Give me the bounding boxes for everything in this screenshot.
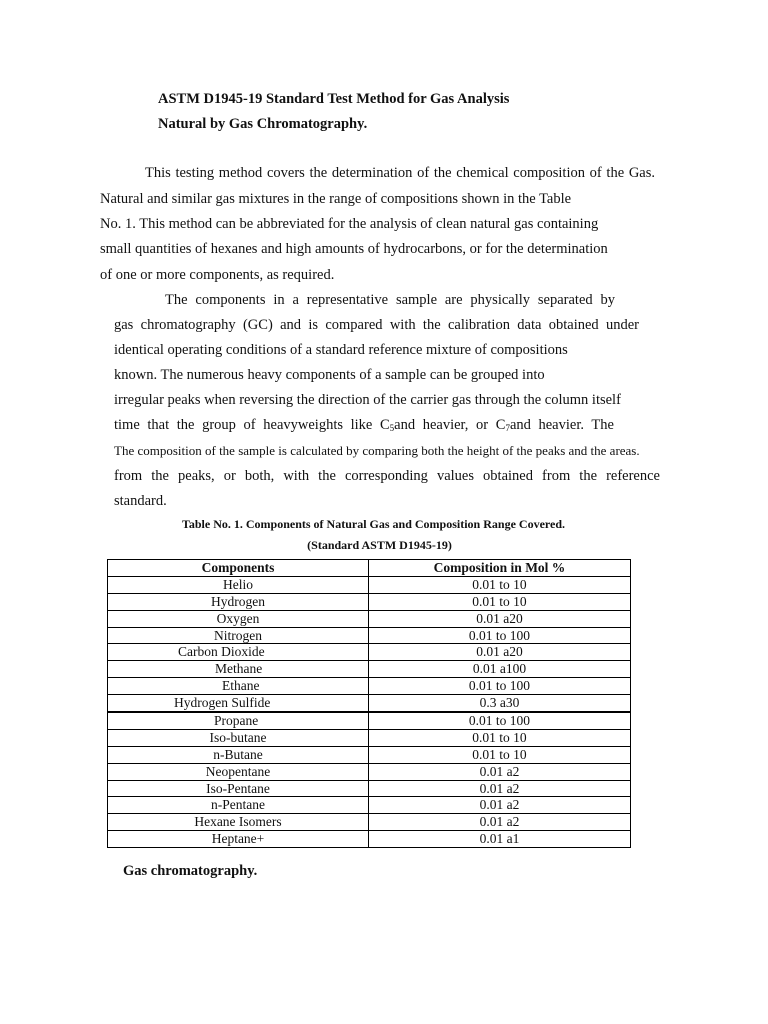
table-caption-line-1: Table No. 1. Components of Natural Gas and Composition Range Covered.: [181, 517, 566, 531]
composition-cell: 0.01 to 10: [369, 576, 631, 593]
table-row: [108, 576, 631, 593]
composition-cell: 0.01 a2: [369, 797, 631, 814]
component-cell: Heptane+: [108, 831, 369, 848]
component-cell: Hydrogen Sulfide: [108, 695, 369, 712]
composition-cell: 0.01 a2: [369, 780, 631, 797]
table-row: [108, 814, 631, 831]
component-cell: Hexane Isomers: [108, 814, 369, 831]
component-cell: Iso-Pentane: [108, 780, 369, 797]
component-cell: Propane: [108, 712, 369, 729]
table-row: [108, 763, 631, 780]
p2-line-6: [114, 417, 614, 434]
doc-title-line-2: Natural by Gas Chromatography.: [158, 116, 368, 132]
header-components: Components: [108, 560, 369, 577]
composition-cell: 0.3 a30: [369, 695, 631, 712]
composition-cell: 0.01 to 100: [369, 627, 631, 644]
component-cell: Ethane: [108, 678, 369, 695]
table-row: [108, 610, 631, 627]
p2-line-2: gas chromatography (GC) and is compared with the calibration data obtained under: [114, 317, 639, 333]
p1-line-3: No. 1. This method can be abbreviated for the analysis of clean natural gas containing: [100, 216, 599, 232]
composition-cell: 0.01 to 10: [369, 746, 631, 763]
p1-line-5: of one or more components, as required.: [100, 267, 335, 283]
component-cell: Helio: [108, 576, 369, 593]
table-row: [108, 746, 631, 763]
p2-line-1: The components in a representative sample are physically separated by: [165, 292, 615, 308]
table-row: [108, 644, 631, 661]
composition-cell: 0.01 a100: [369, 661, 631, 678]
doc-title-line-1: ASTM D1945-19 Standard Test Method for Gas Analysis: [158, 91, 510, 107]
composition-cell: 0.01 to 10: [369, 593, 631, 610]
composition-cell: 0.01 a1: [369, 831, 631, 848]
composition-cell: 0.01 to 10: [369, 729, 631, 746]
table-row: [108, 729, 631, 746]
p1-line-4: small quantities of hexanes and high amounts of hydrocarbons, or for the determination: [100, 241, 608, 257]
component-cell: Iso-butane: [108, 729, 369, 746]
p1-line-1: This testing method covers the determination of the chemical composition of the Gas.: [145, 165, 655, 181]
header-composition: Composition in Mol %: [369, 560, 631, 577]
component-cell: n-Butane: [108, 746, 369, 763]
table-row: [108, 695, 631, 712]
composition-cell: 0.01 to 100: [369, 712, 631, 729]
table-row: [108, 797, 631, 814]
p2-line-4: known. The numerous heavy components of a sample can be grouped into: [114, 367, 545, 383]
composition-cell: 0.01 to 100: [369, 678, 631, 695]
component-cell: n-Pentane: [108, 797, 369, 814]
table-row: [108, 712, 631, 729]
table-row: [108, 780, 631, 797]
component-cell: Oxygen: [108, 610, 369, 627]
p2-line-8: from the peaks, or both, with the corresponding values obtained from the reference: [114, 468, 660, 484]
section-heading: Gas chromatography.: [123, 863, 258, 879]
table-header-row: [108, 560, 631, 577]
composition-cell: 0.01 a20: [369, 644, 631, 661]
table-row: [108, 627, 631, 644]
table-row: [108, 678, 631, 695]
p2-line-9: standard.: [114, 493, 167, 509]
table-caption-line-2: (Standard ASTM D1945-19): [307, 538, 452, 552]
composition-cell: 0.01 a2: [369, 763, 631, 780]
composition-table: [107, 559, 631, 848]
p1-line-2: Natural and similar gas mixtures in the range of compositions shown in the Table: [100, 191, 572, 207]
table-row: [108, 593, 631, 610]
p2-line-6-text: time that the group of heavyweights like $C_5and$ heavier, or $C_7and$ heavier. The: [114, 417, 614, 433]
p2-line-3: identical operating conditions of a standard reference mixture of compositions: [114, 342, 568, 358]
table-row: [108, 661, 631, 678]
table-row: [108, 831, 631, 848]
component-cell: Nitrogen: [108, 627, 369, 644]
p2-line-5: irregular peaks when reversing the direction of the carrier gas through the column itself: [114, 392, 621, 408]
component-cell: Neopentane: [108, 763, 369, 780]
p2-line-7: The composition of the sample is calculated by comparing both the height of the peaks and the areas.: [114, 443, 640, 458]
composition-cell: 0.01 a2: [369, 814, 631, 831]
component-cell: Hydrogen: [108, 593, 369, 610]
component-cell: Carbon Dioxide: [108, 644, 369, 661]
composition-cell: 0.01 a20: [369, 610, 631, 627]
component-cell: Methane: [108, 661, 369, 678]
